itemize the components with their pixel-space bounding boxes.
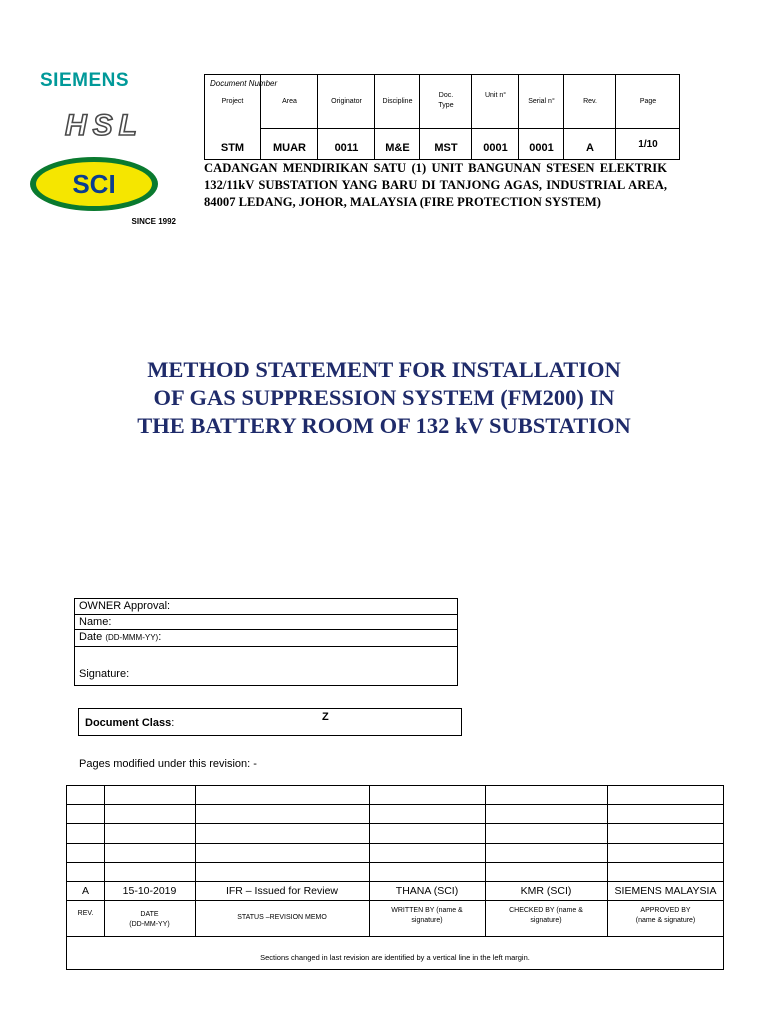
doc-col-area xyxy=(260,75,318,159)
revision-date: 15-10-2019 xyxy=(122,885,177,897)
revision-written-by: THANA (SCI) xyxy=(395,885,459,897)
pages-modified-note: Pages modified under this revision: - xyxy=(79,758,257,770)
doc-col-rev xyxy=(563,75,616,159)
owner-approval-box xyxy=(74,598,458,686)
project-subtitle: CADANGAN MENDIRIKAN SATU (1) UNIT BANGUNAN STESEN ELEKTRIK 132/11kV SUBSTATION YANG BARU DI TANJONG AGAS, INDUSTRIAL AREA, 84007 LEDANG, JOHOR, MALAYSIA (FIRE PROTECTION SYSTEM) xyxy=(204,161,667,209)
doc-col-serial xyxy=(518,75,564,159)
owner-date-field xyxy=(75,631,457,643)
owner-date-label: Date xyxy=(79,631,103,643)
doc-col-unit xyxy=(471,75,519,159)
doc-col-header: Area xyxy=(282,98,297,105)
doc-col-page xyxy=(615,75,680,159)
document-class-box xyxy=(78,708,462,736)
doc-col-value: 0011 xyxy=(334,142,359,154)
header-written-by: WRITTEN BY (name & signature) xyxy=(391,907,463,924)
doc-col-header: Discipline xyxy=(382,98,413,105)
revision-checked-by: KMR (SCI) xyxy=(520,885,572,897)
revision-rev: A xyxy=(81,885,89,897)
owner-date-colon: : xyxy=(158,631,162,643)
doc-col-project xyxy=(205,75,260,159)
title-line-3: THE BATTERY ROOM OF 132 kV SUBSTATION xyxy=(137,413,631,438)
doc-col-value: 0001 xyxy=(483,142,508,154)
title-line-2: OF GAS SUPPRESSION SYSTEM (FM200) IN xyxy=(153,385,615,410)
hsl-logo xyxy=(30,108,178,142)
header-status: STATUS –REVISION MEMO xyxy=(237,914,327,921)
revision-table xyxy=(66,785,724,970)
header-checked-by: CHECKED BY (name & signature) xyxy=(509,907,583,924)
document-class-label-wrap xyxy=(85,717,174,729)
revision-footnote: Sections changed in last revision are identified by a vertical line in the left margin. xyxy=(260,953,530,962)
header-approved-by: APPROVED BY (name & signature) xyxy=(635,907,696,924)
title-line-1: METHOD STATEMENT FOR INSTALLATION xyxy=(147,357,621,382)
hsl-logo-text: HSL xyxy=(65,109,143,142)
doc-col-value: 1/10 xyxy=(638,139,658,150)
siemens-logo: SIEMENS xyxy=(40,70,130,91)
sci-logo xyxy=(26,154,178,228)
doc-col-header: Project xyxy=(221,98,244,105)
doc-col-header: Serial n° xyxy=(528,98,555,105)
doc-col-header: Originator xyxy=(331,98,362,105)
doc-col-value: MUAR xyxy=(273,142,306,154)
document-class-value: Z xyxy=(322,711,329,723)
doc-col-header: Page xyxy=(639,98,657,105)
doc-col-value: 0001 xyxy=(529,142,554,154)
page-title xyxy=(84,356,684,440)
owner-name-label: Name: xyxy=(79,616,112,628)
revision-approved-by: SIEMENS MALAYSIA xyxy=(614,885,717,897)
owner-approval-label: OWNER Approval: xyxy=(79,600,171,612)
header-date: DATE (DD-MM-YY) xyxy=(129,911,170,928)
doc-col-discipline xyxy=(374,75,420,159)
doc-col-value: M&E xyxy=(385,142,410,154)
doc-col-header: Unit n° xyxy=(484,92,507,99)
doc-col-originator xyxy=(317,75,375,159)
doc-col-doc-type xyxy=(419,75,472,159)
document-number-table xyxy=(204,74,680,160)
owner-date-format: (DD-MMM-YY) xyxy=(105,633,159,642)
doc-col-header: Rev. xyxy=(583,98,597,105)
doc-col-value: STM xyxy=(220,142,245,154)
header-rev: REV. xyxy=(77,910,94,917)
doc-col-value: A xyxy=(586,142,594,154)
doc-col-header: Doc. Type xyxy=(438,92,454,109)
document-number-caption: Document Number xyxy=(210,79,278,88)
sci-logo-text: SCI xyxy=(72,169,116,199)
document-class-label: Document Class xyxy=(85,717,172,729)
doc-col-value: MST xyxy=(434,142,458,154)
document-class-colon: : xyxy=(171,717,175,729)
owner-signature-label: Signature: xyxy=(79,668,130,680)
revision-status: IFR – Issued for Review xyxy=(225,885,339,897)
sci-since-text: SINCE 1992 xyxy=(131,217,176,226)
